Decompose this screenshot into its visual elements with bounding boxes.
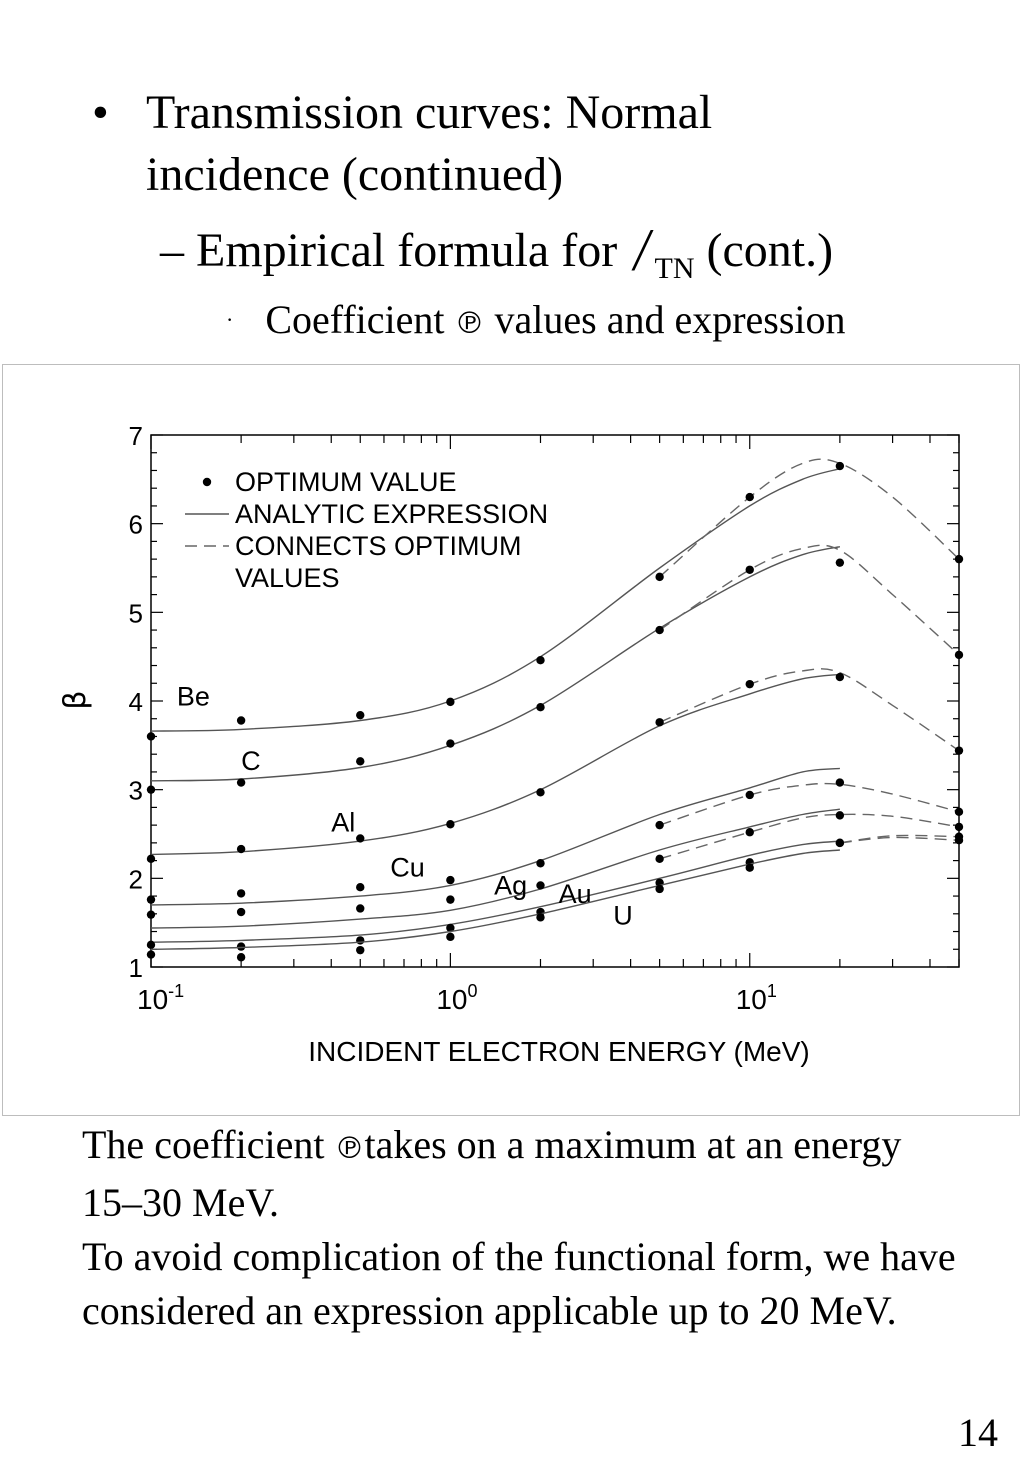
data-point-ag [446, 895, 454, 903]
data-point-al [955, 746, 963, 754]
data-point-au [147, 941, 155, 949]
y-tick-label: 5 [128, 598, 143, 629]
data-point-u [536, 913, 544, 921]
x-tick-base: 10 [436, 984, 468, 1015]
x-axis-label: INCIDENT ELECTRON ENERGY (MeV) [308, 1036, 810, 1067]
caption-prefix: The coefficient [82, 1122, 325, 1167]
data-point-u [955, 836, 963, 844]
data-point-al [446, 820, 454, 828]
data-point-c [955, 651, 963, 659]
bullet-sub-suffix: (cont.) [706, 224, 834, 277]
data-point-c [536, 703, 544, 711]
coefficient-symbol: ℗ [454, 306, 485, 341]
data-point-cu [446, 876, 454, 884]
data-point-u [147, 950, 155, 958]
series-label-cu: Cu [390, 852, 425, 883]
legend-entry-label: VALUES [235, 563, 340, 593]
data-point-al [746, 680, 754, 688]
x-tick-exponent: 0 [467, 981, 478, 1001]
data-point-cu [746, 791, 754, 799]
x-tick-base: 10 [735, 984, 767, 1015]
data-point-al [147, 855, 155, 863]
series-label-c: C [241, 746, 261, 777]
data-point-c [147, 785, 155, 793]
data-point-u [446, 933, 454, 941]
data-point-be [446, 698, 454, 706]
y-tick-label: 6 [128, 509, 143, 540]
data-point-al [237, 845, 245, 853]
data-point-cu [655, 821, 663, 829]
data-point-c [655, 626, 663, 634]
data-point-cu [237, 889, 245, 897]
data-point-be [955, 555, 963, 563]
data-point-be [655, 573, 663, 581]
data-point-ag [237, 908, 245, 916]
data-point-ag [147, 910, 155, 918]
bullet-main-text: Transmission curves: Normal incidence (continued) [146, 86, 713, 201]
series-label-ag: Ag [494, 870, 528, 901]
bullet-subsub [226, 294, 846, 352]
data-point-be [746, 493, 754, 501]
bullet-subsub-suffix: values and expression [494, 297, 846, 342]
data-point-be [237, 716, 245, 724]
data-point-be [147, 732, 155, 740]
x-tick-label [736, 981, 777, 1015]
data-point-be [836, 462, 844, 470]
series-label-be: Be [176, 681, 210, 712]
data-point-c [746, 566, 754, 574]
caption [82, 1118, 962, 1338]
data-point-ag [955, 823, 963, 831]
caption-line-1 [82, 1118, 962, 1230]
x-tick-exponent: 1 [766, 981, 777, 1001]
caption-symbol: ℗ [334, 1131, 365, 1166]
data-point-ag [655, 855, 663, 863]
series-label-au: Au [558, 879, 592, 910]
data-point-ag [356, 904, 364, 912]
formula-symbol: / [634, 217, 650, 284]
data-point-u [237, 953, 245, 961]
data-point-al [356, 834, 364, 842]
data-point-u [836, 839, 844, 847]
data-point-cu [955, 808, 963, 816]
data-point-al [836, 673, 844, 681]
formula-subscript: TN [654, 252, 695, 285]
series-label-al: Al [331, 807, 356, 838]
data-point-c [836, 558, 844, 566]
bullet-dot: • [92, 86, 109, 139]
data-point-be [536, 656, 544, 664]
caption-line-2: To avoid complication of the functional form, we have considered an expression applicable up to 20 MeV. [82, 1234, 956, 1333]
data-point-ag [836, 811, 844, 819]
series-label-u: U [613, 900, 633, 931]
bullet-subsub-prefix: Coefficient [265, 297, 445, 342]
data-point-be [356, 711, 364, 719]
data-point-au [356, 936, 364, 944]
legend-dot-marker [203, 478, 211, 486]
x-tick-base: 10 [137, 984, 169, 1015]
data-point-al [536, 788, 544, 796]
data-point-cu [536, 859, 544, 867]
legend-entry-label: ANALYTIC EXPRESSION [235, 499, 549, 529]
beta-chart [3, 365, 1019, 1115]
data-point-cu [356, 883, 364, 891]
data-point-u [746, 863, 754, 871]
optimum-connector-al [660, 669, 959, 751]
data-point-cu [147, 895, 155, 903]
legend-entry-label: CONNECTS OPTIMUM [235, 531, 522, 561]
x-tick-label [137, 981, 184, 1015]
data-point-c [446, 739, 454, 747]
optimum-connector-u [840, 837, 959, 842]
x-tick-exponent: -1 [168, 981, 185, 1001]
bullet-sub [160, 217, 834, 300]
y-tick-label: 2 [128, 864, 143, 895]
optimum-connector-c [660, 545, 959, 655]
data-point-ag [746, 828, 754, 836]
page-number: 14 [958, 1410, 998, 1455]
y-tick-label: 3 [128, 775, 143, 806]
data-point-u [356, 946, 364, 954]
data-point-u [655, 885, 663, 893]
data-point-au [237, 942, 245, 950]
optimum-connector-cu [660, 784, 959, 826]
data-point-c [237, 778, 245, 786]
y-tick-label: 7 [128, 421, 143, 451]
x-tick-label [436, 981, 477, 1015]
analytic-curve-ag [151, 809, 840, 931]
y-tick-label: 4 [128, 687, 143, 717]
data-point-al [655, 718, 663, 726]
bullet-subsub-marker: · [226, 307, 234, 332]
data-point-ag [536, 881, 544, 889]
y-axis-label: β [58, 690, 93, 710]
chart-figure [2, 364, 1020, 1116]
data-point-c [356, 757, 364, 765]
data-point-cu [836, 778, 844, 786]
y-tick-label: 1 [128, 953, 143, 983]
caption-suffix: takes on a maximum at an energy 15–30 MeV. [82, 1122, 902, 1225]
legend-entry-label: OPTIMUM VALUE [235, 467, 457, 497]
bullet-sub-prefix: – Empirical formula for [160, 224, 618, 277]
